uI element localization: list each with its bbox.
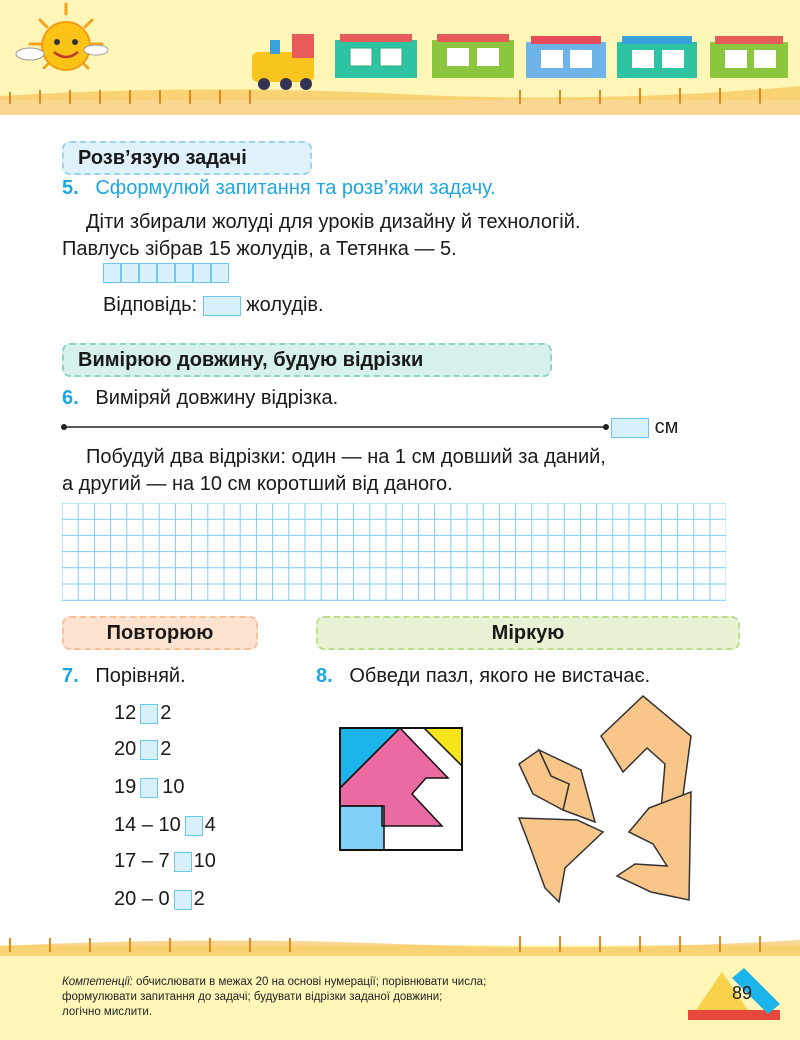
compare-row [114,848,216,874]
compare-box[interactable] [174,852,192,872]
compare-right: 10 [193,850,216,872]
task-6-instruction [62,385,338,411]
compare-left: 19 [114,776,137,798]
task-5-instruction-text: Сформулюй запитання та розв’яжи задачу. [95,177,496,199]
segment-length-answer [611,414,678,440]
compare-row [114,886,205,912]
section-header-measure-length: Вимірюю довжину, будую відрізки [62,343,552,377]
competencies-line2: формулювати запитання до задачі; будувати відрізки заданої довжини; [62,991,443,1003]
task-5-answer-line [103,292,324,318]
compare-right: 4 [204,814,216,836]
section-header-reasoning: Міркую [316,616,740,650]
drawing-grid[interactable] [62,503,726,601]
puzzle-pieces[interactable] [505,692,715,912]
footer-fence [0,930,800,956]
task-8-instruction [316,663,650,689]
answer-unit: жолудів. [246,294,324,316]
competencies-line3: логічно мислити. [62,1006,153,1018]
section-header-review: Повторюю [62,616,258,650]
task-8-instruction-text: Обведи пазл, якого не вистачає. [349,665,651,687]
header-illustration [0,0,800,115]
section-header-solve-problems: Розв’язую задачі [62,141,312,175]
task-6-instruction-text: Виміряй довжину відрізка. [95,387,339,409]
compare-row [114,774,185,800]
measure-segment [60,418,620,434]
compare-row [114,700,171,726]
compare-right: 10 [162,776,185,798]
competencies-footer [62,975,622,1020]
compare-left: 14 – 10 [114,814,181,836]
compare-right: 2 [160,738,172,760]
task-7-number: 7. [62,665,79,687]
compare-left: 12 [114,702,137,724]
compare-row [114,736,171,762]
task-7-instruction [62,663,186,689]
sun-icon [16,4,108,70]
compare-left: 20 – 0 [114,888,170,910]
task-7-instruction-text: Порівняй. [95,665,186,687]
task-5-text-line2: Павлусь зібрав 15 жолудів, а Тетянка — 5. [62,238,457,260]
segment-unit: см [654,416,679,438]
compare-box[interactable] [185,816,203,836]
compare-row [114,812,216,838]
task-5-text-line1: Діти збирали жолуді для уроків дизайну й технологій. [86,211,581,233]
task-5-number: 5. [62,177,79,199]
competencies-label: Компетенції: [62,976,133,988]
competencies-line1: обчислювати в межах 20 на основі нумерації; порівнювати числа; [132,976,487,988]
compare-right: 2 [160,702,172,724]
compare-box[interactable] [140,740,158,760]
question-answer-boxes[interactable] [103,263,229,283]
page-number: 89 [731,983,753,1003]
task-5-instruction [62,175,496,201]
compare-box[interactable] [140,704,158,724]
compare-left: 20 [114,738,137,760]
puzzle-piece-bottom-left[interactable] [519,818,603,902]
compare-box[interactable] [140,778,158,798]
puzzle-piece-bottom-right[interactable] [617,792,691,900]
task-6-number: 6. [62,387,79,409]
segment-length-input[interactable] [611,418,649,438]
puzzle-piece-top[interactable] [601,696,691,810]
answer-label: Відповідь: [103,294,198,316]
puzzle-square [338,726,466,854]
task-8-number: 8. [316,665,333,687]
train-icon [252,34,788,90]
task-6-text-line2: а другий — на 10 см коротший від даного. [62,473,453,495]
compare-box[interactable] [174,890,192,910]
compare-right: 2 [193,888,205,910]
task-6-text-line1: Побудуй два відрізки: один — на 1 см довший за даний, [86,446,606,468]
answer-input-box[interactable] [203,296,241,316]
compare-left: 17 – 7 [114,850,170,872]
